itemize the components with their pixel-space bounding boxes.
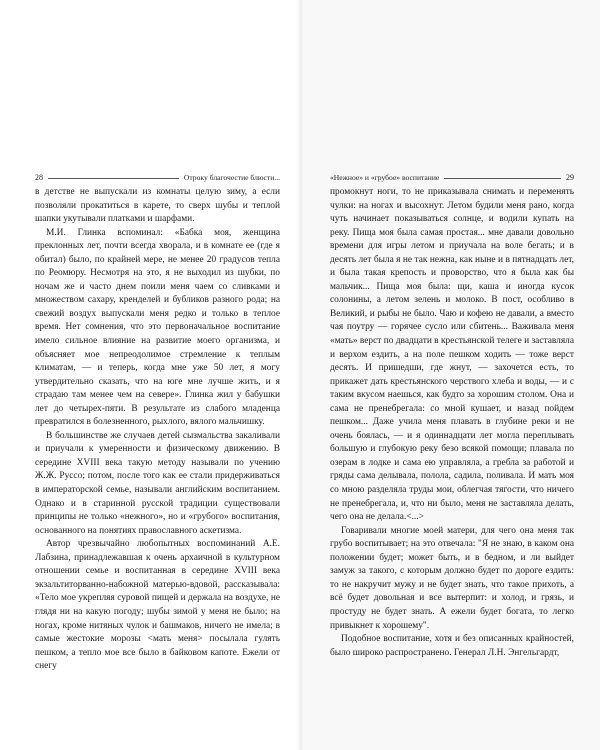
book-gutter	[296, 0, 304, 750]
left-running-head: Отроку благочестие блюсти...	[183, 173, 280, 182]
right-page	[300, 0, 600, 750]
paragraph: в детстве не выпускали из комнаты целую зиму, а если позволяли прокатиться в карете, то сверх шубы и теплой шапки укутывали платками и шарфами.	[35, 187, 280, 225]
left-page-number: 28	[35, 173, 43, 182]
left-body-text	[35, 186, 280, 674]
paragraph: промокнут ноги, то не приказывала снимать и переменять чулки: на ногах и высохнут. Летом будили меня рано, когда чуть начинает показываться солнце, и водили купать на реку. Пища моя была самая простая... мне давали довольно времени для игры летом и приучала на воле бегать; и в десять лет была я не так нежна, как ныне и в пятнадцать лет, и была такая крепость и проворство, что я была как бы мальчик... Пища моя была: щи, каша и иногда кусок солонины, а летом зелень и молоко. В пост, особливо в Великий, и рыбы не было. Чаю и кофею не давали, а вместо чая поутру — горячее сусло или сбитень... Важивала меня «мать» верст по двадцати в крестьянской телеге и заставляла и верхом ездить, а на поле пешком ходить — тоже верст десять. И пришедши, где жнут, — захочется есть, то прикажет дать крестьянского черствого хлеба и воды, — и с таким вкусом наешься, как будто за хорошим столом. Она и сама не пренебрегала: со мной кушает, и назад пойдем пешком... Даже учила меня плавать в глубине реки и не очень боялась, — и я одиннадцати лет могла переплывать большую и глубокую реку безо всякой помощи; плавала по озерам в лодке и сама ею управляла, а гребла за работой и гряды сама делывала, полола, садила, поливала. И мать моя со мною разделяла труды мои, облегчая тягости, что ничего не пренебрегала, и, что ни было, меня не заставляла делать, чего она не делала.<...>	[330, 187, 574, 523]
right-page-number: 29	[566, 173, 574, 182]
paragraph: Подобное воспитание, хотя и без описанных крайностей, было широко распространено. Генерал Л.Н. Энгельгардт,	[330, 634, 574, 658]
left-page-header	[35, 171, 280, 185]
right-running-head: «Нежное» и «грубое» воспитание	[330, 173, 440, 182]
paragraph: Автор чрезвычайно любопытных воспоминаний А.Е. Лабзина, принадлежавшая к очень архаичной в культурном отношении семье и воспитанная в середине XVIII века экзальтиторванно-набожной матерью-вдовой, рассказывала: «Тело мое укрепляя суровой пищей и держала на воздухе, не глядя ни на какую погоду; шубы зимой у меня не было; на ногах, кроме нитяных чулок и башмаков, ничего не имела; в самые жестокие морозы <мать меня> посылала гулять пешком, а тепло мое все было в байковом капоте. Ежели от снегу	[35, 539, 280, 672]
paragraph: М.И. Глинка вспоминал: «Бабка моя, женщина преклонных лет, почти всегда хворала, и в комнате ее (где я обитал) было, по крайней мере, не менее 20 градусов тепла по Реомюру. Несмотря на это, я не выходил из шубки, по ночам же и часто днем поили меня чаем со сливками и множеством сахару, кренделей и бубликов разного рода; на свежий воздух выпускали меня редко и только в теплое время. Нет сомнения, что это первоначальное воспитание имело сильное влияние на развитие моего организма, и объясняет мое непреодолимое стремление к теплым климатам, — и теперь, когда мне уже 50 лет, я могу утвердительно сказать, что на юге мне лучше жить, и я страдаю там менее чем на севере». Глинка жил у бабушки лет до четырех-пяти. В результате из слабого младенца превратился в болезненного, рыхлого, вялого мальчишку.	[35, 227, 280, 428]
paragraph: Говаривали многие моей матери, для чего она меня так грубо воспитывает; на это отвечала: "Я не знаю, в каком она положении будет; может быть, и в бедном, и ли выйдет замуж за такого, с которым должно будет по дороге ездить: то не накручит мужу и не будет знать, что такое прихоть, а всё будет довольная и все вытерпит: и холод, и грязь, и простуду не будет знать. А ежели будет богата, то легко привыкнет к хорошему".	[330, 525, 574, 631]
right-page-header	[330, 171, 574, 185]
header-rule	[444, 178, 561, 179]
header-rule	[48, 178, 179, 179]
paragraph: В большинстве же случаев детей сызмальства закаливали и приучали к умеренности и физическому движению. В середине XVIII века такую методу называли по учению Ж.Ж. Руссо; потом, после того как ее стали придерживаться в императорской семье, называли английским воспитанием. Однако и в старинной русской традиции существовали принципы не только «нежного», но и «грубого» воспитания, основанного на понятиях православного аскетизма.	[35, 430, 280, 536]
right-body-text	[330, 186, 574, 660]
